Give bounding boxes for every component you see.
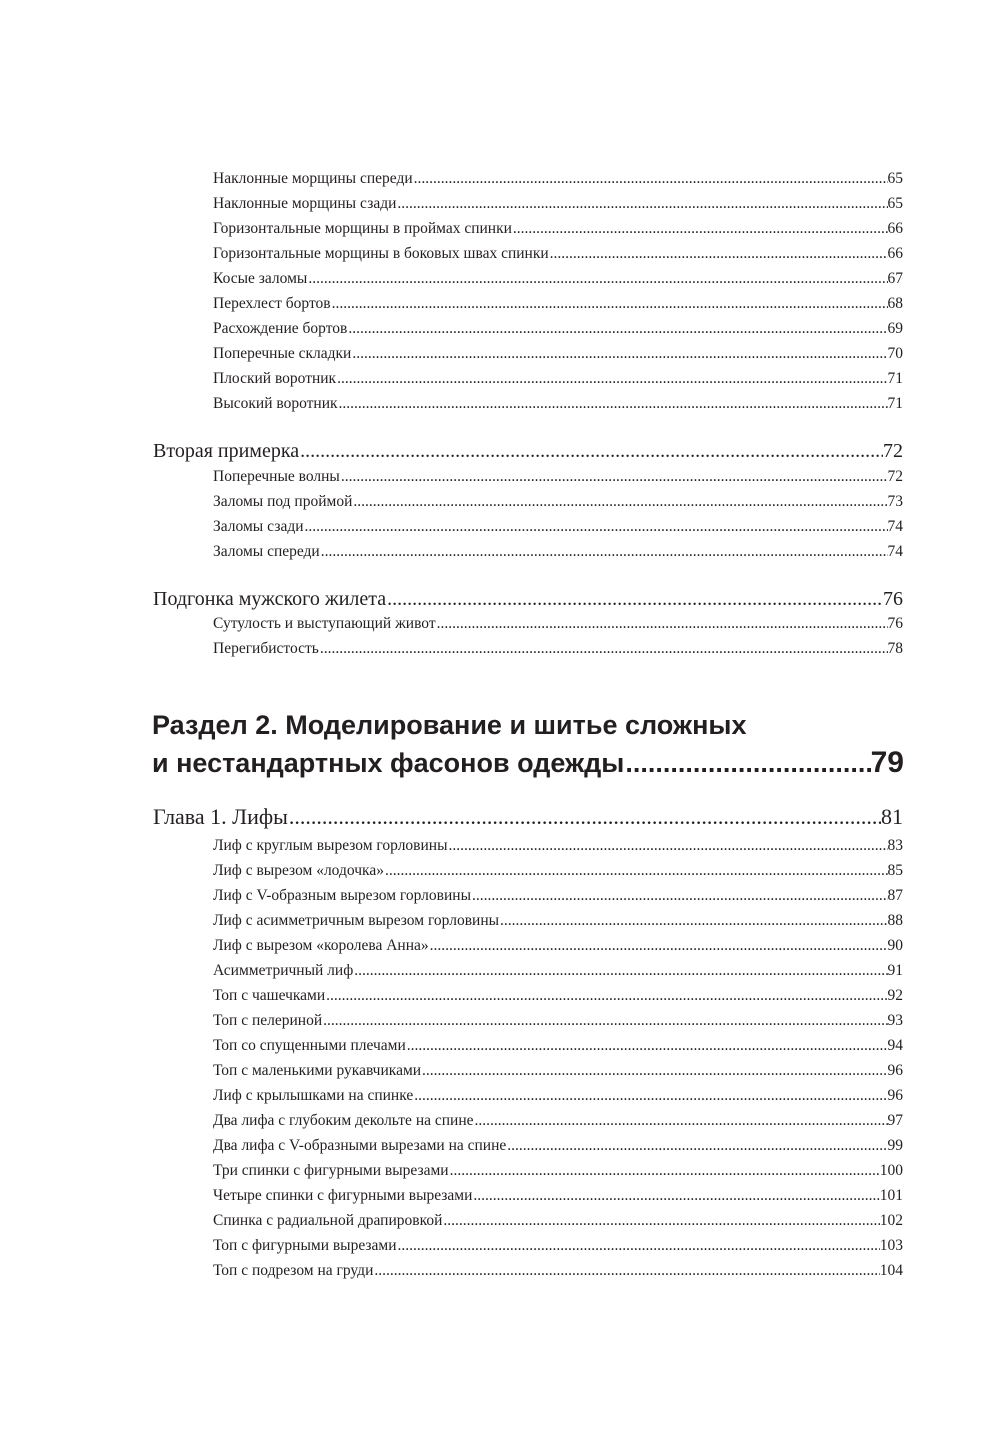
toc-entry-title: Поперечные волны xyxy=(213,468,340,485)
toc-entry[interactable] xyxy=(213,1010,903,1032)
toc-entry-title: Два лифа с глубоким декольте на спине xyxy=(213,1112,474,1129)
toc-entry-page: 101 xyxy=(879,1187,903,1204)
toc-entry[interactable] xyxy=(213,491,903,513)
toc-entry-title: Перегибистость xyxy=(213,640,319,657)
toc-entry[interactable] xyxy=(213,393,903,415)
toc-entry[interactable] xyxy=(213,613,903,635)
toc-entry-page: 85 xyxy=(887,862,903,879)
toc-entry-title: Наклонные морщины сзади xyxy=(213,195,397,212)
toc-entry[interactable] xyxy=(213,168,903,190)
toc-section-page: 72 xyxy=(883,440,903,462)
part-2-heading-line2: и нестандартных фасонов одежды xyxy=(152,748,625,778)
toc-entry-page: 90 xyxy=(887,937,903,954)
toc-entry[interactable] xyxy=(213,293,903,315)
toc-leader xyxy=(373,1260,879,1282)
toc-entry-title: Два лифа с V-образными вырезами на спине xyxy=(213,1137,507,1154)
toc-entry[interactable] xyxy=(213,1110,903,1132)
toc-chapter-page: 81 xyxy=(881,804,903,829)
toc-entry[interactable] xyxy=(213,1185,903,1207)
toc-entry-title: Лиф с круглым вырезом горловины xyxy=(213,837,448,854)
toc-entry[interactable] xyxy=(213,1085,903,1107)
toc-section-page: 76 xyxy=(883,588,903,610)
toc-entry[interactable] xyxy=(213,1035,903,1057)
toc-leader xyxy=(319,638,888,660)
toc-entry-title: Спинка с радиальной драпировкой xyxy=(213,1212,443,1229)
toc-entry[interactable] xyxy=(213,860,903,882)
toc-entry-title: Плоский воротник xyxy=(213,370,337,387)
toc-entry-title: Высокий воротник xyxy=(213,395,338,412)
toc-leader xyxy=(397,1235,880,1257)
toc-entry-page: 96 xyxy=(887,1062,903,1079)
toc-section-title: Вторая примерка xyxy=(153,440,300,462)
toc-entry-title: Топ с маленькими рукавчиками xyxy=(213,1062,422,1079)
toc-chapter-1[interactable] xyxy=(153,802,903,832)
toc-entry-title: Поперечные складки xyxy=(213,345,352,362)
toc-leader xyxy=(442,1210,879,1232)
toc-entry-page: 68 xyxy=(887,295,903,312)
toc-leader xyxy=(396,193,887,215)
toc-leader xyxy=(320,541,888,563)
toc-entry-title: Горизонтальные морщины в проймах спинки xyxy=(213,220,512,237)
toc-entry-title: Топ с пелериной xyxy=(213,1012,323,1029)
toc-entry-title: Три спинки с фигурными вырезами xyxy=(213,1162,449,1179)
toc-entry[interactable] xyxy=(213,218,903,240)
toc-leader xyxy=(351,343,887,365)
toc-leader xyxy=(325,985,887,1007)
toc-entry[interactable] xyxy=(213,885,903,907)
toc-entry-page: 65 xyxy=(887,170,903,187)
toc-entry-page: 92 xyxy=(887,987,903,1004)
toc-entry-title: Четыре спинки с фигурными вырезами xyxy=(213,1187,473,1204)
toc-entry-page: 93 xyxy=(887,1012,903,1029)
toc-entry-page: 73 xyxy=(887,493,903,510)
toc-leader xyxy=(436,613,888,635)
toc-entry-title: Топ с чашечками xyxy=(213,987,326,1004)
toc-entry[interactable] xyxy=(213,318,903,340)
toc-entry[interactable] xyxy=(213,516,903,538)
toc-leader xyxy=(322,1010,887,1032)
toc-entry-page: 87 xyxy=(887,887,903,904)
toc-leader xyxy=(512,218,888,240)
toc-entry-title: Топ с подрезом на груди xyxy=(213,1262,374,1279)
toc-leader xyxy=(406,1035,888,1057)
part-2-page: 79 xyxy=(870,746,904,779)
toc-leader xyxy=(448,835,888,857)
toc-entry-title: Лиф с V-образным вырезом горловины xyxy=(213,887,471,904)
toc-entry-title: Заломы спереди xyxy=(213,543,320,560)
toc-leader xyxy=(353,960,887,982)
toc-entry-title: Горизонтальные морщины в боковых швах спинки xyxy=(213,245,549,262)
toc-section-title: Подгонка мужского жилета xyxy=(153,588,387,610)
toc-entry[interactable] xyxy=(213,1135,903,1157)
toc-entry-title: Асимметричный лиф xyxy=(213,962,354,979)
toc-leader xyxy=(413,1085,887,1107)
toc-leader xyxy=(304,516,888,538)
toc-entry-title: Лиф с крылышками на спинке xyxy=(213,1087,414,1104)
part-2-heading-line1: Раздел 2. Моделирование и шитье сложных xyxy=(152,710,747,740)
toc-entry-page: 66 xyxy=(887,220,903,237)
toc-leader xyxy=(384,860,888,882)
toc-entry-title: Заломы под проймой xyxy=(213,493,353,510)
toc-entry-page: 74 xyxy=(887,543,903,560)
toc-leader xyxy=(347,318,887,340)
toc-entry-page: 97 xyxy=(887,1112,903,1129)
toc-entry-page: 99 xyxy=(887,1137,903,1154)
toc-entry-page: 74 xyxy=(887,518,903,535)
toc-entry-title: Косые заломы xyxy=(213,270,308,287)
toc-entry[interactable] xyxy=(213,960,903,982)
toc-leader xyxy=(474,1110,888,1132)
toc-entry-title: Сутулость и выступающий живот xyxy=(213,615,436,632)
toc-entry[interactable] xyxy=(213,1160,903,1182)
toc-leader xyxy=(331,293,888,315)
toc-entry-title: Лиф с вырезом «королева Анна» xyxy=(213,937,429,954)
toc-chapter-title: Глава 1. Лифы xyxy=(153,804,288,829)
toc-leader xyxy=(336,368,887,390)
toc-leader xyxy=(471,885,888,907)
toc-entry-page: 70 xyxy=(887,345,903,362)
toc-entry[interactable] xyxy=(213,243,903,265)
toc-leader xyxy=(499,910,887,932)
toc-entry-page: 88 xyxy=(887,912,903,929)
toc-leader xyxy=(299,437,883,465)
toc-section-vest[interactable] xyxy=(153,585,903,613)
toc-leader xyxy=(421,1060,887,1082)
toc-leader xyxy=(338,393,888,415)
toc-entry-page: 78 xyxy=(887,640,903,657)
toc-entry-page: 71 xyxy=(887,370,903,387)
toc-entry-title: Расхождение бортов xyxy=(213,320,348,337)
toc-leader xyxy=(352,491,887,513)
toc-entry-title: Топ с фигурными вырезами xyxy=(213,1237,397,1254)
toc-entry-page: 83 xyxy=(887,837,903,854)
toc-entry[interactable] xyxy=(213,985,903,1007)
toc-entry[interactable] xyxy=(213,910,903,932)
toc-entry[interactable] xyxy=(213,343,903,365)
toc-entry[interactable] xyxy=(213,466,903,488)
toc-entry[interactable] xyxy=(213,935,903,957)
toc-leader xyxy=(624,745,870,781)
toc-entry-page: 71 xyxy=(887,395,903,412)
toc-leader xyxy=(288,802,881,832)
toc-entry[interactable] xyxy=(213,368,903,390)
toc-entry[interactable] xyxy=(213,1060,903,1082)
toc-entry-page: 100 xyxy=(879,1162,903,1179)
toc-entry[interactable] xyxy=(213,1235,903,1257)
toc-entry[interactable] xyxy=(213,1260,903,1282)
toc-entry-page: 104 xyxy=(879,1262,903,1279)
toc-entry-title: Лиф с вырезом «лодочка» xyxy=(213,862,384,879)
toc-leader xyxy=(386,585,883,613)
toc-entry-title: Перехлест бортов xyxy=(213,295,331,312)
toc-leader xyxy=(429,935,888,957)
toc-entry-title: Топ со спущенными плечами xyxy=(213,1037,406,1054)
toc-entry[interactable] xyxy=(213,268,903,290)
toc-entry-page: 76 xyxy=(887,615,903,632)
toc-entry-page: 102 xyxy=(879,1212,903,1229)
toc-entry[interactable] xyxy=(213,1210,903,1232)
toc-section-second-fitting[interactable] xyxy=(153,437,903,465)
toc-leader xyxy=(307,268,887,290)
toc-leader xyxy=(449,1160,880,1182)
toc-entry-page: 103 xyxy=(879,1237,903,1254)
toc-entry-title: Наклонные морщины спереди xyxy=(213,170,413,187)
toc-entry[interactable] xyxy=(213,541,903,563)
toc-entry-page: 72 xyxy=(887,468,903,485)
toc-entry[interactable] xyxy=(213,193,903,215)
toc-entry-page: 94 xyxy=(887,1037,903,1054)
toc-entry-page: 66 xyxy=(887,245,903,262)
toc-entry-page: 91 xyxy=(887,962,903,979)
toc-leader xyxy=(413,168,888,190)
part-2-heading[interactable] xyxy=(152,745,904,781)
toc-leader xyxy=(506,1135,887,1157)
toc-entry-title: Лиф с асимметричным вырезом горловины xyxy=(213,912,500,929)
toc-leader xyxy=(340,466,888,488)
toc-entry-page: 65 xyxy=(887,195,903,212)
toc-entry-page: 69 xyxy=(887,320,903,337)
toc-leader xyxy=(472,1185,879,1207)
toc-entry[interactable] xyxy=(213,835,903,857)
toc-entry-page: 96 xyxy=(887,1087,903,1104)
toc-entry[interactable] xyxy=(213,638,903,660)
toc-leader xyxy=(549,243,888,265)
toc-entry-page: 67 xyxy=(887,270,903,287)
toc-entry-title: Заломы сзади xyxy=(213,518,304,535)
